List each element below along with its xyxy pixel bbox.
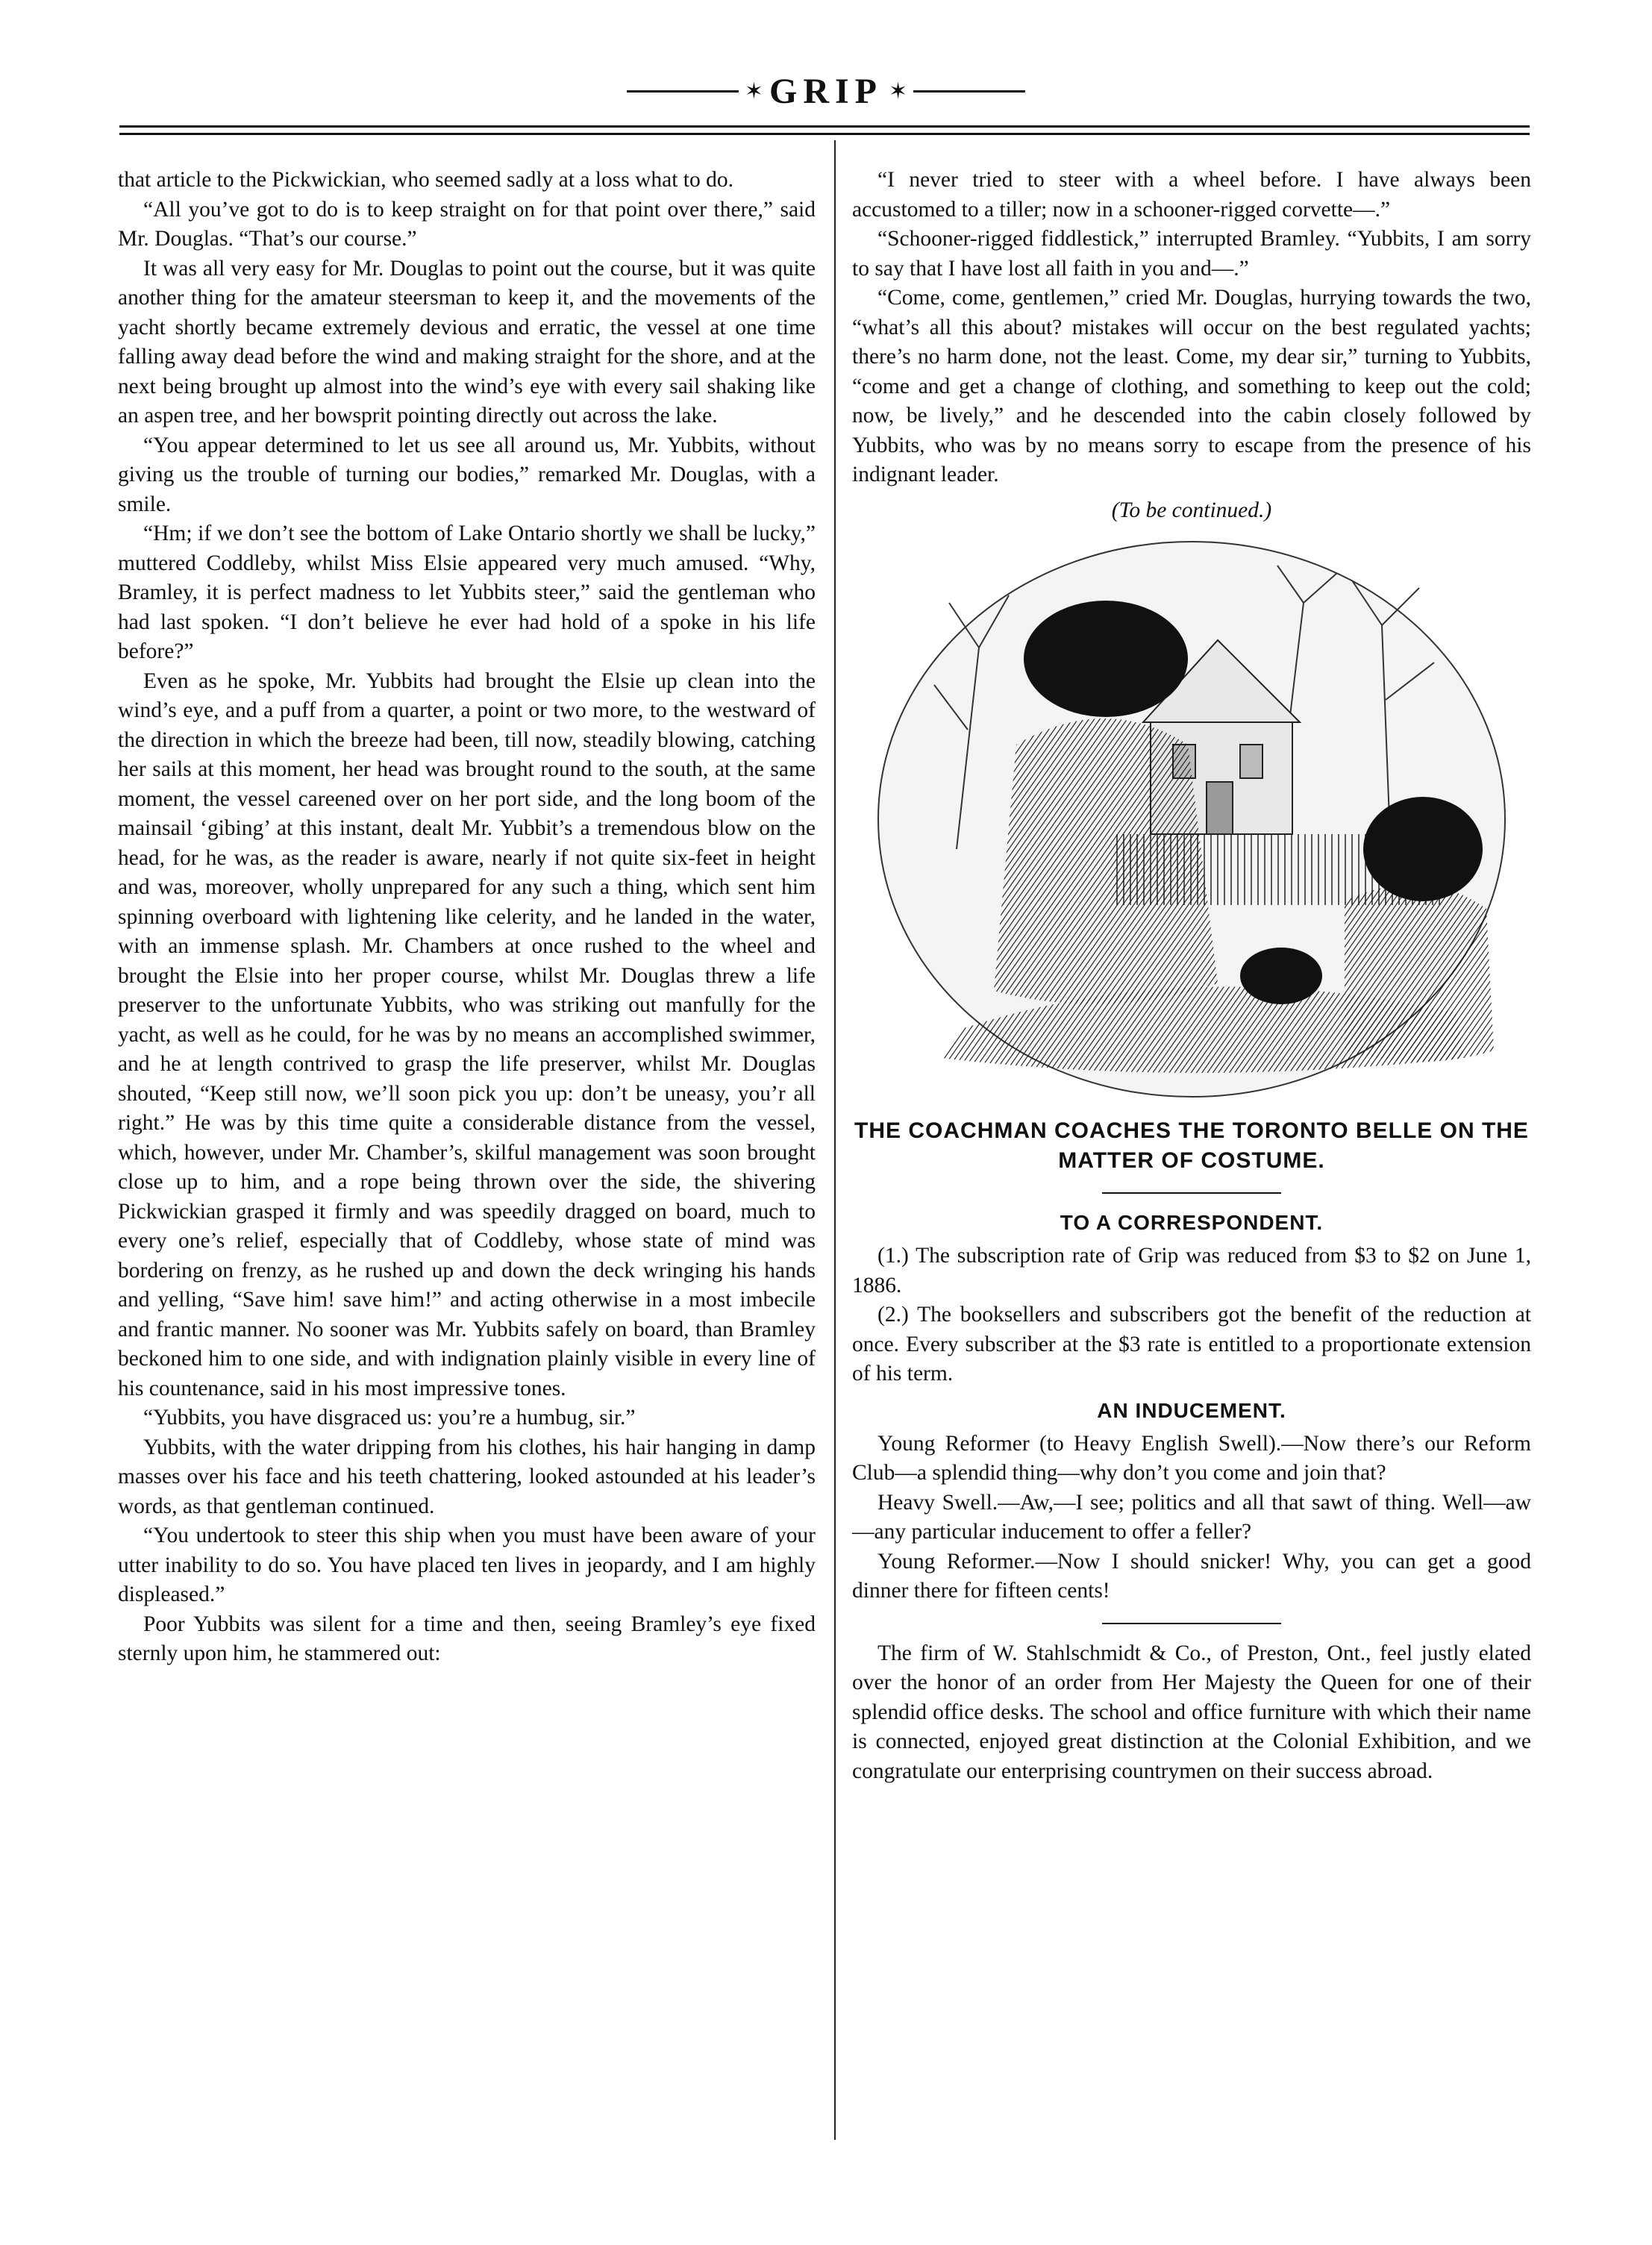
coachman-illustration [867, 536, 1516, 1103]
story-paragraph: It was all very easy for Mr. Douglas to point out the course, but it was quite another thing for the amateur steersman to keep it, and the movements of the yacht shortly became extremely devious and erratic, the vessel at one time falling away dead before the wind and making straight for the shore, and at the next being brought up almost into the wind’s eye with every sail shaking like an aspen tree, and her bowsprit pointing directly out across the lake. [118, 256, 816, 428]
illustration-caption: THE COACHMAN COACHES THE TORONTO BELLE ON THE MATTER OF COSTUME. [854, 1118, 1529, 1173]
inducement-heading: AN INDUCEMENT. [1097, 1398, 1286, 1422]
story-paragraph: “Hm; if we don’t see the bottom of Lake Ontario shortly we shall be lucky,” muttered Coddleby, whilst Miss Elsie appeared very much amused. “Why, Bramley, it is perfect madness to let Yubbits steer,” said the gentleman who had last spoken. “I don’t believe he ever had hold of a spoke in his life before?” [118, 522, 816, 663]
inducement-paragraph: Young Reformer.—Now I should snicker! Why, you can get a good dinner there for fifteen cents! [852, 1549, 1531, 1603]
coachman-coat [994, 718, 1218, 1004]
header-rule [119, 125, 1530, 128]
masthead-right-rule [913, 90, 1025, 93]
correspondent-item: (1.) The subscription rate of Grip was reduced from $3 to $2 on June 1, 1886. [852, 1244, 1531, 1297]
story-paragraph: Even as he spoke, Mr. Yubbits had brought the Elsie up clean into the wind’s eye, and a puff from a quarter, a point or two more, to the westward of the direction in which the breeze had been, till now, steadily blowing, catching her sails at this moment, her head was brought round to the south, at the same moment, the vessel careened over on her port side, and the long boom of the mainsail ‘gibing’ at this instant, dealt Mr. Yubbit’s a tremendous blow on the head, for he was, as the reader is aware, nearly if not quite six-feet in height and was, moreover, wholly unprepared for any such a thing, which sent him spinning overboard with lightening like celerity, and he landed in the water, with an immense splash. Mr. Chambers at once rushed to the wheel and brought the Elsie into her proper course, whilst Mr. Douglas threw a life preserver to the unfortunate Yubbits, who was striking out manfully for the yacht, as well as he could, for he was by no means an accomplished swimmer, and he at length contrived to grasp the life preserver, whilst Mr. Douglas shouted, “Keep still now, we’ll soon pick you up: don’t be uneasy, you’r all right.” He was by this time quite a considerable distance from the vessel, which, however, under Mr. Chamber’s, skilful management was soon brought close up to him, and a rope being thrown over the side, the shivering Pickwickian grasped it firmly and was speedily dragged on board, much to every one’s relief, especially that of Coddleby, whose state of mind was bordering on frenzy, as he rushed up and down the deck wringing his hands and yelling, “Save him! save him!” and acting otherwise in a most imbecile and frantic manner. No sooner was Mr. Yubbits safely on board, than Bramley beckoned him to one side, and with indignation plainly visible in every line of his countenance, said in his most impressive tones. [118, 669, 816, 1400]
story-paragraph: “Come, come, gentlemen,” cried Mr. Douglas, hurrying towards the two, “what’s all this about? mistakes will occur on the best regulated yachts; there’s no harm done, not the least. Come, my dear sir,” turning to Yubbits, “come and get a change of clothing, and something to keep out the cold; now, be lively,” and he descended into the cabin closely followed by Yubbits, who was by no means sorry to escape from the presence of his indignant leader. [852, 286, 1531, 486]
masthead-left-rule [627, 90, 739, 93]
story-paragraph: “You appear determined to let us see all around us, Mr. Yubbits, without giving us the trouble of turning our bodies,” remarked Mr. Douglas, with a smile. [118, 433, 816, 516]
belle-fur-coat [1345, 884, 1494, 1062]
coachman-fur-hat [1024, 601, 1188, 717]
notice-paragraph: The firm of W. Stahlschmidt & Co., of Preston, Ont., feel justly elated over the honor of an order from Her Majesty the Queen for one of their splendid office desks. The school and office furniture with which their name is connected, enjoyed great distinction at the Colonial Exhibition, and we congratulate our enterprising countrymen on their success abroad. [852, 1641, 1531, 1783]
story-paragraph: that article to the Pickwickian, who seemed sadly at a loss what to do. [118, 168, 733, 192]
story-paragraph: “All you’ve got to do is to keep straight on for that point over there,” said Mr. Douglas. “That’s our course.” [118, 197, 816, 251]
masthead [0, 69, 1652, 113]
star-ornament-icon: ✶ [744, 78, 763, 104]
story-paragraph: Poor Yubbits was silent for a time and then, seeing Bramley’s eye fixed sternly upon him, he stammered out: [118, 1612, 816, 1665]
inducement-paragraph: Heavy Swell.—Aw,—I see; politics and all that sawt of thing. Well—aw—any particular inducement to offer a feller? [852, 1490, 1531, 1544]
star-ornament-icon: ✶ [889, 78, 908, 104]
story-paragraph: “Schooner-rigged fiddlestick,” interrupted Bramley. “Yubbits, I am sorry to say that I have lost all faith in you and—.” [852, 227, 1531, 281]
section-rule [1102, 1623, 1281, 1624]
story-paragraph: Yubbits, with the water dripping from his clothes, his hair hanging in damp masses over his face and his teeth chattering, looked astounded at his leader’s words, as that gentleman continued. [118, 1435, 816, 1518]
story-paragraph: “You undertook to steer this ship when you must have been aware of your utter inability to do so. You have placed ten lives in jeopardy, and I am highly displeased.” [118, 1524, 816, 1606]
right-column [852, 166, 1531, 1786]
story-paragraph: “I never tried to steer with a wheel before. I have always been accustomed to a tiller; now in a schooner-rigged corvette—.” [852, 168, 1531, 222]
muff [1240, 948, 1322, 1004]
continued-note: (To be continued.) [1111, 498, 1272, 522]
inducement-paragraph: Young Reformer (to Heavy English Swell).—Now there’s our Reform Club—a splendid thing—why don’t you come and join that? [852, 1431, 1531, 1485]
section-rule [1102, 1192, 1281, 1194]
correspondent-heading: TO A CORRESPONDENT. [1060, 1211, 1324, 1234]
header-rule [119, 133, 1530, 135]
story-paragraph: “Yubbits, you have disgraced us: you’re a humbug, sir.” [143, 1406, 636, 1430]
column-divider [834, 140, 836, 2140]
left-column [118, 166, 816, 1669]
correspondent-item: (2.) The booksellers and subscribers got the benefit of the reduction at once. Every subscriber at the $3 rate is entitled to a proportionate extension of his term. [852, 1303, 1531, 1385]
magazine-title: GRIP [769, 71, 883, 111]
